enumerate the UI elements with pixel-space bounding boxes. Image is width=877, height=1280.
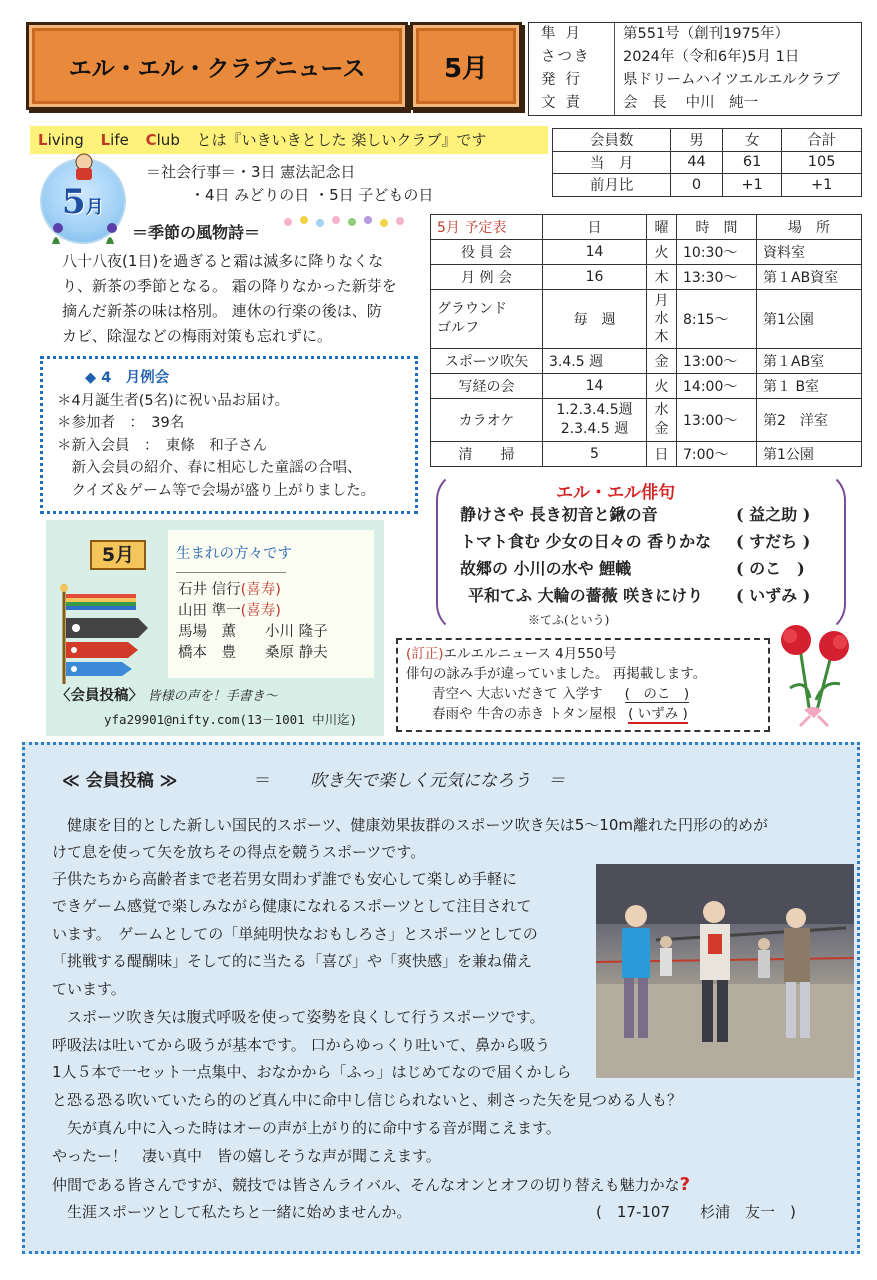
schedule-name: 写経の会 bbox=[431, 374, 543, 399]
masthead-key: 隼月 bbox=[529, 23, 615, 46]
banner-word: lub bbox=[156, 131, 180, 149]
banner-tail: とは『いきいきとした 楽しいクラブ』です bbox=[196, 131, 487, 149]
correction-label: (訂正) bbox=[406, 646, 444, 662]
post-call-text: 皆様の声を！手書き～ bbox=[147, 689, 278, 704]
schedule-dow: 日 bbox=[647, 442, 677, 467]
april-line: ＊新入会員 ： 東條 和子さん bbox=[57, 437, 268, 454]
post-call-label: 〈会員投稿〉 bbox=[56, 688, 143, 704]
schedule-dow: 火 bbox=[647, 374, 677, 399]
article-line: 「挑戦する醍醐味」そして的に当たる「喜び」や「爽快感」を兼ね備え bbox=[52, 952, 533, 970]
iris-flowers-icon bbox=[46, 218, 124, 246]
article-line: 呼吸法は吐いてから吸うが基本です。 口からゆっくり吐いて、鼻から吸う bbox=[52, 1036, 551, 1054]
blowgun-photo bbox=[596, 864, 854, 1078]
correction-title: エルエルニュース 4月550号 bbox=[443, 646, 617, 662]
haiku-text: トマト食む 少女の日々の 香りかな bbox=[460, 532, 712, 551]
schedule-dow: 月 水 木 bbox=[647, 290, 677, 349]
contact-email: yfa29901@nifty.com(13－1001 中川迄) bbox=[104, 712, 358, 727]
masthead-value: 県ドリームハイツエルエルクラブ bbox=[623, 72, 840, 88]
article-line: 矢が真ん中に入った時はオーの声が上がり的に命中する音が聞こえます。 bbox=[52, 1119, 561, 1137]
article-line: 子供たちから高齢者まで老若男女問わず誰でも安心して楽しめ手軽に bbox=[52, 870, 518, 888]
schedule-time: 13:30～ bbox=[677, 265, 757, 290]
member-cell: +1 bbox=[722, 174, 781, 197]
haiku-text: 平和てふ 大輪の薔薇 咲きにけり bbox=[468, 586, 704, 605]
masthead bbox=[528, 22, 862, 116]
schedule-place: 第2 洋室 bbox=[757, 399, 862, 442]
masthead-value: 会 長 中川 純一 bbox=[623, 95, 759, 111]
club-motto-banner bbox=[30, 126, 548, 154]
haiku-text: 故郷の 小川の水や 鯉幟 bbox=[460, 559, 632, 578]
april-line: 新入会員の紹介、春に相応した童謡の合唱、 bbox=[57, 460, 362, 476]
april-line: ＊参加者 ： 39名 bbox=[57, 415, 185, 431]
month-badge-illustration bbox=[40, 158, 126, 244]
blowgun-players-image bbox=[596, 864, 854, 1078]
haiku-author: ( 益之助 ) bbox=[736, 505, 811, 524]
schedule-header: 場 所 bbox=[757, 215, 862, 240]
season-text-line: 八十八夜(1日)を過ぎると霜は滅多に降りなくな bbox=[62, 252, 384, 270]
schedule-row bbox=[431, 442, 862, 467]
schedule-row bbox=[431, 374, 862, 399]
article-line bbox=[52, 1171, 690, 1200]
correction-note: 俳句の詠み手が違っていました。 再掲載します。 bbox=[406, 666, 707, 682]
masthead-key: 文責 bbox=[529, 92, 615, 115]
member-count-table bbox=[552, 128, 862, 197]
schedule-dow: 金 bbox=[647, 349, 677, 374]
schedule-place: 資料室 bbox=[757, 240, 862, 265]
member-cell: 0 bbox=[671, 174, 723, 197]
birthday-name: 橋本 豊 桑原 静夫 bbox=[178, 645, 328, 661]
banner-initial: C bbox=[145, 131, 157, 149]
carp-streamer-icon bbox=[52, 584, 162, 684]
schedule-header: 5月 予定表 bbox=[431, 215, 543, 240]
schedule-row bbox=[431, 399, 862, 442]
article-line: います。 ゲームとしての「単純明快なおもしろさ」とスポーツとしての bbox=[52, 925, 538, 943]
birthday-person bbox=[178, 601, 281, 622]
member-cell: 前月比 bbox=[553, 174, 671, 197]
member-cell: 105 bbox=[782, 151, 862, 174]
schedule-row bbox=[431, 265, 862, 290]
banner-initial: L bbox=[100, 131, 111, 149]
schedule-time: 8:15～ bbox=[677, 290, 757, 349]
article-line: できゲーム感覚で楽しみながら健康になれるスポーツとして注目されて bbox=[52, 897, 532, 915]
schedule-time: 13:00～ bbox=[677, 349, 757, 374]
kintaro-icon bbox=[68, 150, 100, 182]
member-header: 合計 bbox=[782, 129, 862, 152]
season-text-line: 摘んだ新茶の味は格別。 連休の行楽の後は、防 bbox=[62, 302, 382, 320]
schedule-header: 日 bbox=[543, 215, 647, 240]
schedule-name: 清 掃 bbox=[431, 442, 543, 467]
birthday-name: 馬場 薫 小川 隆子 bbox=[178, 624, 328, 640]
article-line: けて息を使って矢を放ちその得点を競うスポーツです。 bbox=[52, 843, 426, 861]
article-signature: ( 17-107 杉浦 友一 ) bbox=[596, 1203, 796, 1221]
article-separator: ＝ bbox=[254, 771, 271, 791]
schedule-row bbox=[431, 240, 862, 265]
month-title: 5月 bbox=[410, 22, 522, 110]
schedule-row bbox=[431, 349, 862, 374]
haiku-note: ※てふ(という) bbox=[528, 613, 610, 627]
question-icon: ? bbox=[679, 1174, 691, 1195]
article-label: ≪ 会員投稿 ≫ bbox=[62, 771, 178, 791]
schedule-day: 16 bbox=[543, 265, 647, 290]
haiku-title: エル・エル俳句 bbox=[556, 483, 675, 503]
birthday-mark: (喜寿) bbox=[240, 582, 281, 598]
article-line-text: 仲間である皆さんですが、競技では皆さんライバル、そんなオンとオフの切り替えも魅力かな bbox=[52, 1176, 680, 1194]
schedule-place: 第１ B室 bbox=[757, 374, 862, 399]
season-text-line: り、新茶の季節となる。 霜の降りなかった新芽を bbox=[62, 277, 397, 295]
carnation-illustration bbox=[770, 618, 860, 728]
schedule-name: 役 員 会 bbox=[431, 240, 543, 265]
schedule-time: 13:00～ bbox=[677, 399, 757, 442]
birthday-month-label: 5月 bbox=[90, 540, 146, 570]
schedule-name: スポーツ吹矢 bbox=[431, 349, 543, 374]
birthday-mark: (喜寿) bbox=[240, 603, 281, 619]
masthead-value: 第551号（創刊1975年） bbox=[623, 26, 790, 42]
birthday-name: 山田 準一 bbox=[178, 603, 241, 619]
schedule-place: 第1公園 bbox=[757, 290, 862, 349]
schedule-dow: 火 bbox=[647, 240, 677, 265]
newsletter-title: エル・エル・クラブニュース bbox=[26, 22, 408, 110]
april-meeting-box bbox=[40, 356, 418, 514]
article-line: やったー！ 凄い真中 皆の嬉しそうな声が聞こえます。 bbox=[52, 1147, 441, 1165]
correction-author: ( いずみ ) bbox=[628, 706, 688, 722]
correction-poem: 青空へ 大志いだきて 入学す bbox=[432, 686, 603, 702]
article-title: 吹き矢で楽しく元気になろう ＝ bbox=[310, 771, 565, 791]
masthead-key: 発行 bbox=[529, 69, 615, 92]
article-line: 1人５本で一セット一点集中、おなかから「ふっ」はじめてなので届くかしら bbox=[52, 1063, 572, 1081]
member-cell: +1 bbox=[782, 174, 862, 197]
masthead-value: 2024年（令和6年)5月 1日 bbox=[623, 49, 800, 65]
schedule-place: 第１AB資室 bbox=[757, 265, 862, 290]
divider bbox=[176, 572, 286, 573]
schedule-day: 1.2.3.4.5週 2.3.4.5 週 bbox=[543, 399, 647, 442]
april-line: ＊4月誕生者(5名)に祝い品お届け。 bbox=[57, 392, 290, 409]
haiku-text: 静けさや 長き初音と鍬の音 bbox=[460, 505, 658, 524]
schedule-name: 月 例 会 bbox=[431, 265, 543, 290]
haiku-author: ( のこ ) bbox=[736, 559, 805, 578]
season-text-line: カビ、除湿などの梅雨対策も忘れずに。 bbox=[62, 327, 332, 345]
article-line: 健康を目的とした新しい国民的スポーツ、健康効果抜群のスポーツ吹き矢は5～10m離れた円形の的めが bbox=[52, 816, 768, 834]
post-call-line bbox=[56, 684, 278, 709]
schedule-name: グラウンド ゴルフ bbox=[431, 290, 543, 349]
birthday-heading: 生まれの方々です bbox=[176, 546, 292, 562]
schedule-time: 14:00～ bbox=[677, 374, 757, 399]
badge-unit: 月 bbox=[85, 197, 104, 218]
banner-word: ife bbox=[110, 131, 129, 149]
social-events-line: ・4日 みどりの日 ・5日 子どもの日 bbox=[190, 186, 434, 204]
member-cell: 当 月 bbox=[553, 151, 671, 174]
article-line: ています。 bbox=[52, 980, 126, 998]
flower-garland-icon bbox=[280, 212, 420, 232]
member-header: 会員数 bbox=[553, 129, 671, 152]
article-line: と恐る恐る吹いていたら的のど真ん中に命中し信じられないと、刺さった矢を見つめる人も？ bbox=[52, 1091, 683, 1109]
badge-number: 5 bbox=[62, 182, 86, 222]
haiku-author: ( いずみ ) bbox=[736, 586, 811, 605]
schedule-time: 10:30～ bbox=[677, 240, 757, 265]
may-schedule-table bbox=[430, 214, 862, 467]
schedule-day: 5 bbox=[543, 442, 647, 467]
social-events-line: ＝社会行事＝・3日 憲法記念日 bbox=[146, 163, 356, 181]
masthead-key: さつき bbox=[529, 46, 615, 69]
schedule-time: 7:00～ bbox=[677, 442, 757, 467]
birthday-person bbox=[178, 580, 281, 601]
correction-author: ( のこ ) bbox=[624, 686, 690, 702]
schedule-day: 14 bbox=[543, 240, 647, 265]
schedule-dow: 木 bbox=[647, 265, 677, 290]
article-line: 生涯スポーツとして私たちと一緒に始めませんか。 bbox=[52, 1203, 412, 1221]
banner-initial: L bbox=[38, 131, 48, 149]
season-heading: ＝季節の風物詩＝ bbox=[132, 223, 261, 242]
article-line: スポーツ吹き矢は腹式呼吸を使って姿勢を良くして行うスポーツです。 bbox=[52, 1008, 545, 1026]
correction-poem: 春雨や 牛舎の赤き トタン屋根 bbox=[432, 706, 617, 722]
haiku-author: ( すだち ) bbox=[736, 532, 811, 551]
schedule-row bbox=[431, 290, 862, 349]
schedule-place: 第1公園 bbox=[757, 442, 862, 467]
member-header: 男 bbox=[671, 129, 723, 152]
banner-word: iving bbox=[47, 131, 84, 149]
member-cell: 44 bbox=[671, 151, 723, 174]
schedule-day: 3.4.5 週 bbox=[543, 349, 647, 374]
schedule-day: 毎 週 bbox=[543, 290, 647, 349]
schedule-place: 第１AB室 bbox=[757, 349, 862, 374]
schedule-name: カラオケ bbox=[431, 399, 543, 442]
member-cell: 61 bbox=[722, 151, 781, 174]
schedule-day: 14 bbox=[543, 374, 647, 399]
april-heading: ◆ 4 月例会 bbox=[85, 370, 170, 386]
schedule-dow: 水 金 bbox=[647, 399, 677, 442]
april-line: クイズ＆ゲーム等で会場が盛り上がりました。 bbox=[57, 482, 376, 499]
schedule-header: 時 間 bbox=[677, 215, 757, 240]
birthday-name: 石井 信行 bbox=[178, 582, 241, 598]
schedule-header: 曜 bbox=[647, 215, 677, 240]
correction-box bbox=[396, 638, 770, 732]
member-header: 女 bbox=[722, 129, 781, 152]
